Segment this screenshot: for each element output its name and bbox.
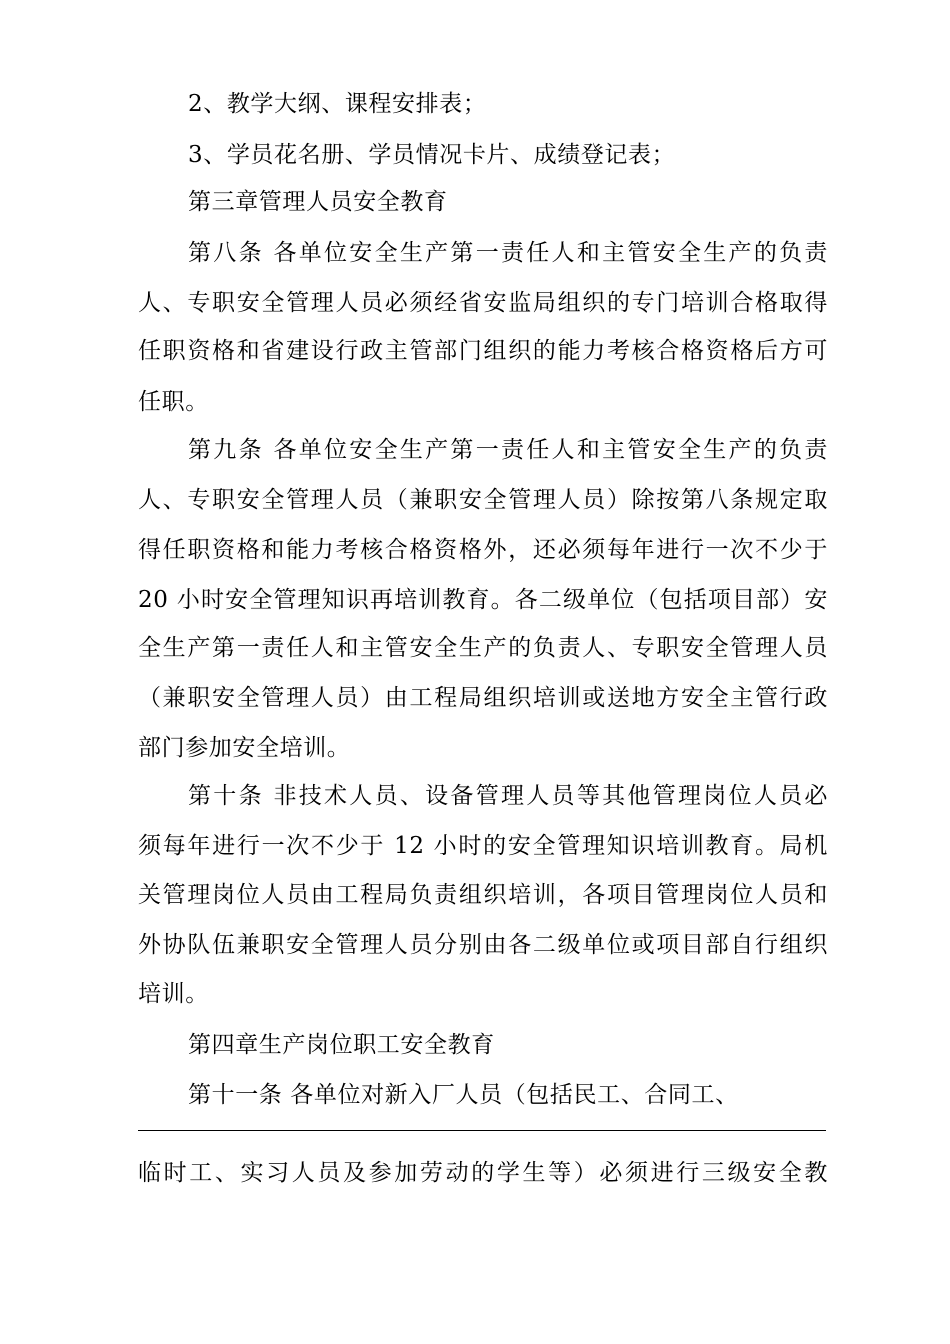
article-10-line-3: 关管理岗位人员由工程局负责组织培训，各项目管理岗位人员和 — [138, 882, 828, 908]
article-10-line-2: 须每年进行一次不少于 12 小时的安全管理知识培训教育。局机 — [138, 833, 828, 859]
article-9-line-6: （兼职安全管理人员）由工程局组织培训或送地方安全主管行政 — [138, 685, 828, 711]
article-9-line-1: 第九条 各单位安全生产第一责任人和主管安全生产的负责 — [188, 437, 828, 463]
article-11-line-2: 临时工、实习人员及参加劳动的学生等）必须进行三级安全教 — [138, 1160, 828, 1186]
article-9-line-2: 人、专职安全管理人员（兼职安全管理人员）除按第八条规定取 — [138, 487, 828, 513]
text-line-list-item-3: 3、学员花名册、学员情况卡片、成绩登记表； — [188, 142, 676, 168]
page-break-divider — [138, 1130, 826, 1131]
article-9-line-4: 20 小时安全管理知识再培训教育。各二级单位（包括项目部）安 — [138, 587, 828, 613]
article-10-line-4: 外协队伍兼职安全管理人员分别由各二级单位或项目部自行组织 — [138, 932, 828, 958]
article-10-line-5: 培训。 — [138, 981, 209, 1007]
article-8-line-4: 任职。 — [138, 389, 209, 415]
chapter-heading-4: 第四章生产岗位职工安全教育 — [188, 1032, 495, 1058]
article-11-line-1: 第十一条 各单位对新入厂人员（包括民工、合同工、 — [188, 1082, 739, 1108]
article-8-line-1: 第八条 各单位安全生产第一责任人和主管安全生产的负责 — [188, 240, 828, 266]
article-10-line-1: 第十条 非技术人员、设备管理人员等其他管理岗位人员必 — [188, 783, 828, 809]
article-8-line-3: 任职资格和省建设行政主管部门组织的能力考核合格资格后方可 — [138, 338, 828, 364]
chapter-heading-3: 第三章管理人员安全教育 — [188, 189, 448, 215]
text-line-list-item-2: 2、教学大纲、课程安排表； — [188, 91, 487, 117]
article-9-line-7: 部门参加安全培训。 — [138, 735, 351, 761]
article-9-line-3: 得任职资格和能力考核合格资格外，还必须每年进行一次不少于 — [138, 537, 828, 563]
article-9-line-5: 全生产第一责任人和主管安全生产的负责人、专职安全管理人员 — [138, 635, 828, 661]
article-8-line-2: 人、专职安全管理人员必须经省安监局组织的专门培训合格取得 — [138, 290, 828, 316]
